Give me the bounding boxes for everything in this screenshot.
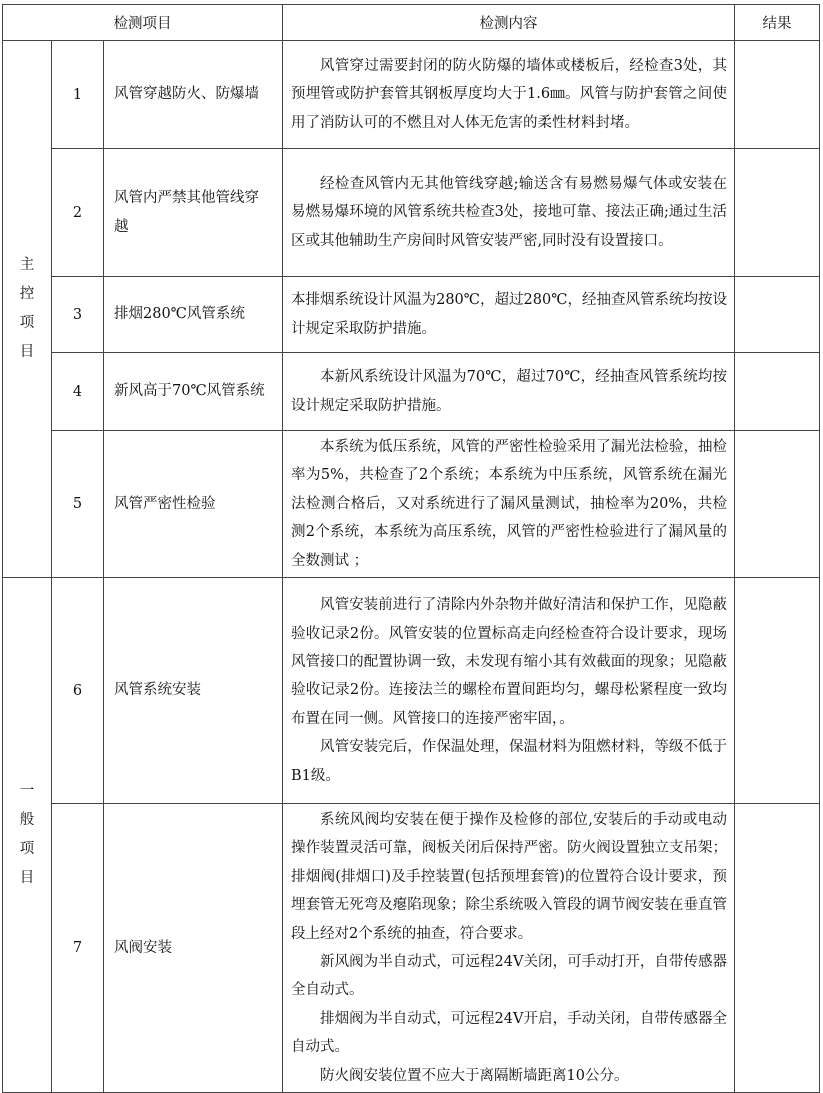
content-paragraph: 风管安装完后，作保温处理，保温材料为阻燃材料，等级不低于B1级。 [291,739,728,784]
header-item: 检测项目 [3,5,283,41]
row-result [735,431,820,578]
row-number: 5 [52,431,104,578]
content-paragraph: 本系统为低压系统，风管的严密性检验采用了漏光法检验，抽检率为5%，共检查了2个系统；本系统为中压系统，风管系统在漏光法检测合格后，又对系统进行了漏风量测试，抽检率为20%，共检测2个系统，本系统为高压系统，风管的严密性检验进行了漏风量的全数测试 ； [291,439,728,569]
row-number: 2 [52,149,104,277]
content-paragraph: 风管穿过需要封闭的防火防爆的墙体或楼板后，经检查3处，其预埋管或防护套管其钢板厚度均大于1.6㎜。风管与防护套管之间使用了消防认可的不燃且对人体无危害的柔性材料封堵。 [291,57,728,131]
content-paragraph: 新风阀为半自动式，可远程24V关闭，可手动打开，自带传感器全自动式。 [291,954,728,999]
content-paragraph: 防火阀安装位置不应大于离隔断墙距离10公分。 [320,1067,629,1084]
header-content: 检测内容 [283,5,735,41]
row-item: 新风高于70℃风管系统 [104,353,283,431]
content-paragraph: 系统风阀均安装在便于操作及检修的部位,安装后的手动或电动操作装置灵活可靠，阀板关闭后保持严密。防火阀设置独立支吊架；排烟阀(排烟口)及手控装置(包括预埋套管)的位置符合设计要求，预埋套管无死弯及瘪陷现象；除尘系统吸入管段的调节阀安装在垂直管段上经对2个系统的抽查，符合要求。 [291,812,728,942]
content-paragraph: 风管安装前进行了清除内外杂物并做好清洁和保护工作，见隐蔽验收记录2份。风管安装的位置标高走向经检查符合设计要求，现场风管接口的配置协调一致，未发现有缩小其有效截面的现象；见隐蔽验收记录2份。连接法兰的螺栓布置间距均匀，螺母松紧程度一致均布置在同一侧。风管接口的连接严密牢固，。 [291,597,728,727]
row-number: 1 [52,41,104,149]
row-content [283,149,735,277]
content-paragraph: 排烟阀为半自动式，可远程24V开启，手动关闭，自带传感器全自动式。 [291,1010,728,1056]
group-general [3,578,52,1093]
row-result [735,804,820,1093]
group-main-control [3,41,52,578]
row-item: 风管系统安装 [104,578,283,804]
row-item: 风管严密性检验 [104,431,283,578]
table-row [3,149,820,277]
row-content [283,353,735,431]
row-number: 7 [52,804,104,1093]
header-result: 结果 [735,5,820,41]
row-number: 3 [52,277,104,353]
row-result [735,41,820,149]
content-paragraph: 经检查风管内无其他管线穿越;输送含有易燃易爆气体或安装在易燃易爆环境的风管系统共检查3处，接地可靠、接法正确;通过生活区或其他辅助生产房间时风管安装严密,同时没有设置接口。 [291,175,728,249]
table-row [3,41,820,149]
content-paragraph: 本新风系统设计风温为70℃，超过70℃，经抽查风管系统均按设计规定采取防护措施。 [291,369,728,414]
table-row [3,578,820,804]
row-item: 排烟280℃风管系统 [104,277,283,353]
row-result [735,149,820,277]
row-content [283,41,735,149]
group-label: 主控项目 [19,257,35,361]
row-item: 风管穿越防火、防爆墙 [104,41,283,149]
row-content [283,431,735,578]
row-number: 4 [52,353,104,431]
table-row [3,353,820,431]
row-content [283,277,735,353]
row-content [283,578,735,804]
row-number: 6 [52,578,104,804]
table-row [3,431,820,578]
row-result [735,578,820,804]
table-row [3,277,820,353]
row-item: 风阀安装 [104,804,283,1093]
inspection-table [2,4,820,1093]
row-result [735,353,820,431]
row-result [735,277,820,353]
header-row [3,5,820,41]
table-row [3,804,820,1093]
content-paragraph: 本排烟系统设计风温为280℃，超过280℃，经抽查风管系统均按设计规定采取防护措施。 [291,292,728,337]
row-item: 风管内严禁其他管线穿越 [104,149,283,277]
group-label: 一般项目 [19,783,35,887]
row-content [283,804,735,1093]
